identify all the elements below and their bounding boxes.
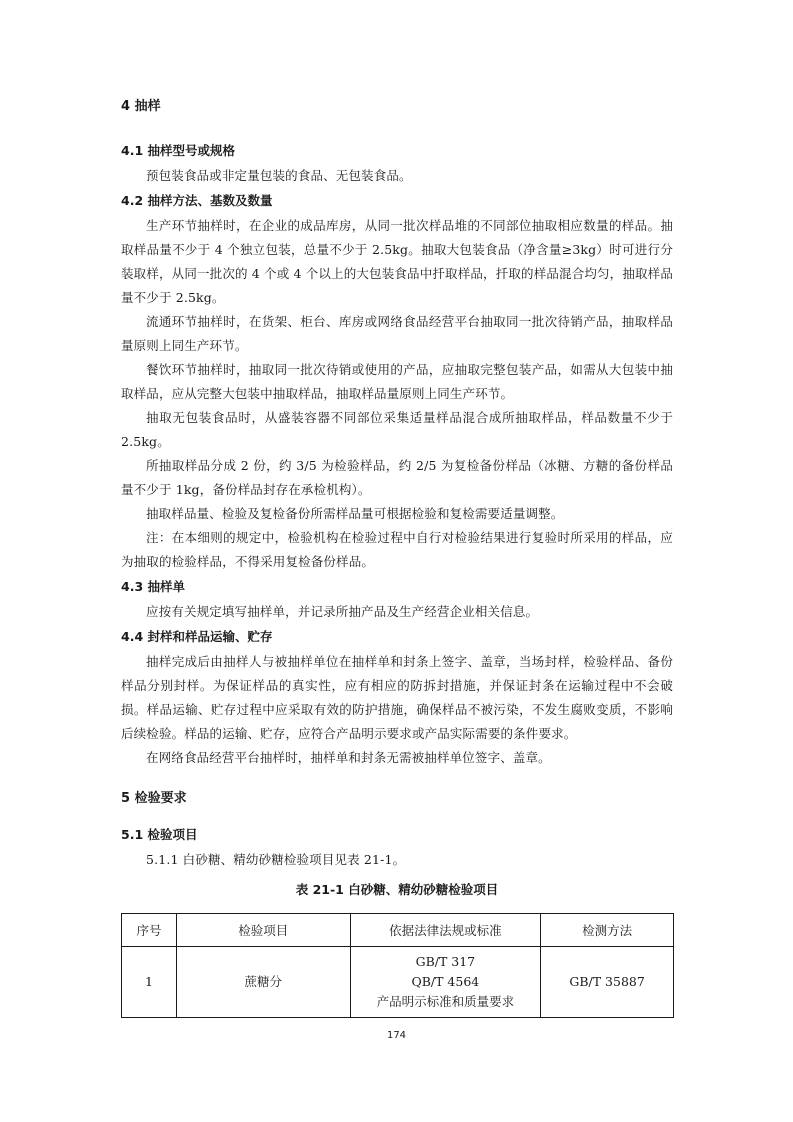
basis-line: QB/T 4564 — [411, 974, 480, 989]
section-5-1-heading: 5.1 检验项目 — [121, 827, 198, 842]
paragraph: 抽取无包装食品时，从盛装容器不同部位采集适量样品混合成所抽取样品，样品数量不少于 2.5kg。 — [121, 410, 673, 449]
section-5-1-1-text: 5.1.1 白砂糖、精幼砂糖检验项目见表 21-1。 — [146, 852, 406, 867]
section-4-heading: 4 抽样 — [121, 99, 161, 114]
section-4-1-text: 预包装食品或非定量包装的食品、无包装食品。 — [146, 168, 412, 183]
paragraph: 流通环节抽样时，在货架、柜台、库房或网络食品经营平台抽取同一批次待销产品，抽取样品量原则上同生产环节。 — [121, 314, 673, 353]
paragraph: 在网络食品经营平台抽样时，抽样单和封条无需被抽样单位签字、盖章。 — [146, 750, 551, 765]
basis-line: 产品明示标准和质量要求 — [376, 994, 515, 1009]
header-cell-method: 检测方法 — [541, 914, 674, 947]
section-4-2-heading: 4.2 抽样方法、基数及数量 — [121, 193, 273, 208]
paragraph: 餐饮环节抽样时，抽取同一批次待销或使用的产品，应抽取完整包装产品，如需从大包装中抽取样品，应从完整大包装中抽取样品，抽取样品量原则上同生产环节。 — [121, 362, 673, 401]
section-4-3-heading: 4.3 抽样单 — [121, 579, 185, 594]
section-4-4-heading: 4.4 封样和样品运输、贮存 — [121, 629, 273, 644]
section-5-heading: 5 检验要求 — [121, 791, 187, 806]
header-cell-basis: 依据法律法规或标准 — [350, 914, 541, 947]
cell-item: 蔗糖分 — [176, 947, 350, 1018]
note-paragraph: 注：在本细则的规定中，检验机构在检验过程中自行对检验结果进行复验时所采用的样品，应为抽取的检验样品，不得采用复检备份样品。 — [121, 530, 673, 569]
table-header-row — [122, 914, 674, 947]
basis-line: GB/T 317 — [415, 954, 476, 969]
table-caption: 表 21-1 白砂糖、精幼砂糖检验项目 — [295, 882, 499, 897]
cell-method: GB/T 35887 — [541, 947, 674, 1018]
section-4-1-heading: 4.1 抽样型号或规格 — [121, 143, 235, 158]
paragraph: 所抽取样品分成 2 份，约 3/5 为检验样品，约 2/5 为复检备份样品（冰糖、方糖的备份样品量不少于 1kg，备份样品封存在承检机构）。 — [121, 458, 673, 497]
document-body — [121, 96, 673, 902]
paragraph: 生产环节抽样时，在企业的成品库房，从同一批次样品堆的不同部位抽取相应数量的样品。抽取样品量不少于 4 个独立包装，总量不少于 2.5kg。抽取大包装食品（净含量≥3kg）时可进行分装取样，从同一批次的 4 个或 4 个以上的大包装食品中扦取样品，扦取的样品混合均匀，抽取样品量不少于 2.5kg。 — [121, 218, 673, 305]
table-row — [122, 947, 674, 1018]
section-4-3-text: 应按有关规定填写抽样单，并记录所抽产品及生产经营企业相关信息。 — [146, 604, 539, 619]
paragraph: 抽取样品量、检验及复检备份所需样品量可根据检验和复检需要适量调整。 — [146, 506, 564, 521]
page-number: 174 — [386, 1030, 407, 1041]
cell-no: 1 — [122, 947, 177, 1018]
header-cell-item: 检验项目 — [176, 914, 350, 947]
paragraph: 抽样完成后由抽样人与被抽样单位在抽样单和封条上签字、盖章，当场封样，检验样品、备份样品分别封样。为保证样品的真实性，应有相应的防拆封措施，并保证封条在运输过程中不会破损。样品运输、贮存过程中应采取有效的防护措施，确保样品不被污染，不发生腐败变质，不影响后续检验。样品的运输、贮存，应符合产品明示要求或产品实际需要的条件要求。 — [121, 654, 673, 741]
header-cell-no: 序号 — [122, 914, 177, 947]
inspection-items-table — [121, 913, 674, 1018]
cell-basis — [350, 947, 541, 1018]
